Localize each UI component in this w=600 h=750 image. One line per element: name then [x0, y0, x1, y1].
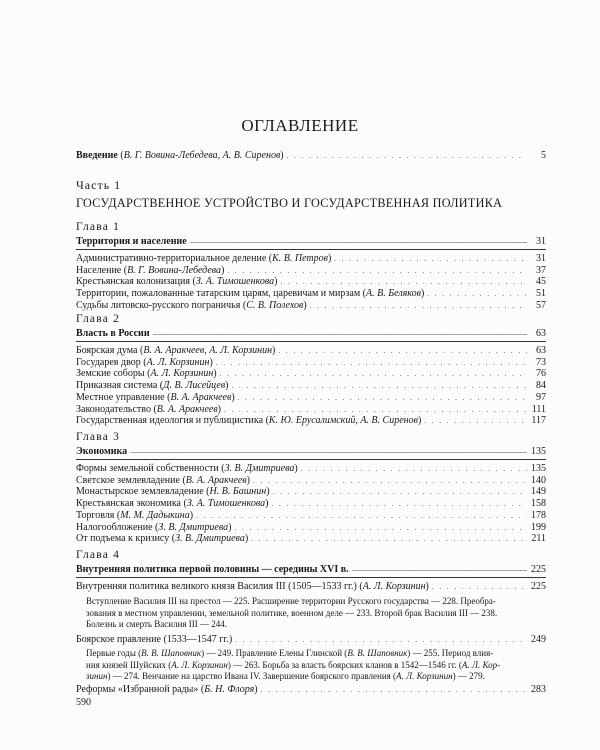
- entry-title: Введение: [76, 150, 118, 161]
- entry-title: Реформы «Избранной рады»: [76, 684, 199, 695]
- part-label: Часть 1: [76, 178, 122, 192]
- entry-page: 97: [536, 391, 546, 403]
- toc-entry[interactable]: Законодательство (В. А. Аракчеев) . . . 111: [76, 404, 546, 416]
- toc-entry[interactable]: Приказная система (Д. В. Лисейцев) . . . 84: [76, 380, 546, 392]
- entry-title: Торговля: [76, 509, 115, 521]
- toc-entry[interactable]: Административно-территориальное деление (К. В. Петров) . . . 31: [76, 253, 546, 265]
- entry-page: 51: [536, 288, 546, 300]
- toc-entry[interactable]: Налогообложение (З. В. Дмитриева) . . . 199: [76, 522, 546, 534]
- entry-title: Светское землевладение: [76, 474, 180, 486]
- entry-authors: А. Л. Корзинин: [150, 368, 214, 380]
- entry-page: 37: [536, 264, 546, 276]
- entry-title: Судьбы литовско-русского пограничья: [76, 299, 241, 311]
- entry-authors: С. В. Полехов: [246, 299, 304, 311]
- divider: [76, 577, 546, 578]
- entry-title: Формы земельной собственности: [76, 463, 219, 474]
- toc-entry[interactable]: Формы земельной собственности (З. В. Дмитриева) . . . 135: [76, 463, 546, 475]
- toc-entry[interactable]: Население (В. Г. Вовина-Лебедева) . . . 37: [76, 265, 546, 277]
- entry-page: 249: [531, 634, 546, 645]
- toc-entry[interactable]: Внутренняя политика великого князя Василия III (1505—1533 гг.) (А. Л. Корзинин) . . . 225: [76, 581, 546, 593]
- entry-title: Боярская дума: [76, 345, 138, 356]
- entry-title: Государственная идеология и публицистика: [76, 415, 264, 427]
- entry-page: 63: [536, 345, 546, 356]
- entry-authors: А. Л. Корзинин: [362, 581, 426, 592]
- page-title: ОГЛАВЛЕНИЕ: [241, 116, 359, 135]
- entry-authors: З. В. Дмитриева: [224, 463, 295, 474]
- entry-page: 178: [531, 509, 546, 521]
- chapter-label: Глава 1: [76, 221, 121, 233]
- entry-page: 111: [531, 403, 546, 415]
- entry-title: Население: [76, 264, 122, 276]
- entry-authors: В. А. Аракчеев, А. Л. Корзинин: [143, 345, 273, 356]
- entry-authors: З. В. Дмитриева: [158, 521, 229, 533]
- entry-title: Внутренняя политика великого князя Василия III (1505—1533 гг.): [76, 581, 357, 592]
- entry-title: Законодательство: [76, 403, 151, 415]
- toc-entry[interactable]: Судьбы литовско-русского пограничья (С. В. Полехов) . . . 57: [76, 300, 546, 312]
- divider: [76, 341, 546, 342]
- entry-title: Земские соборы: [76, 368, 145, 380]
- toc-entry[interactable]: Реформы «Избранной рады» (Б. Н. Флоря) . . . 283: [76, 684, 546, 696]
- entry-authors: З. А. Тимошенкова: [195, 276, 275, 288]
- chapter-label: Глава 4: [76, 549, 121, 561]
- entry-title: Государев двор: [76, 356, 141, 368]
- entry-page: 31: [536, 253, 546, 264]
- toc-entry[interactable]: Местное управление (В. А. Аракчеев) . . . 97: [76, 392, 546, 404]
- toc-entry[interactable]: От подъема к кризису (З. В. Дмитриева) . . . 211: [76, 533, 546, 545]
- entry-authors: Н. В. Башнин: [209, 486, 267, 498]
- toc-entry[interactable]: Государев двор (А. Л. Корзинин) . . . 73: [76, 357, 546, 369]
- entry-title: Монастырское землевладение: [76, 486, 204, 498]
- entry-title: Приказная система: [76, 380, 158, 392]
- page-number: 590: [76, 697, 91, 708]
- entry-page: 117: [531, 415, 546, 427]
- entry-title: Налогообложение: [76, 521, 153, 533]
- toc-entry[interactable]: Крестьянская колонизация (З. А. Тимошенкова) . . . 45: [76, 276, 546, 288]
- entry-page: 84: [536, 380, 546, 392]
- entry-authors: А. Л. Корзинин: [146, 356, 210, 368]
- toc-entry[interactable]: Крестьянская экономика (З. А. Тимошенкова) . . . 158: [76, 498, 546, 510]
- chapter-heading[interactable]: Внутренняя политика первой половины — середины XVI в. ————— 225: [76, 564, 546, 576]
- entry-title: Местное управление: [76, 391, 165, 403]
- entry-title: Крестьянская экономика: [76, 498, 181, 510]
- divider: [76, 249, 546, 250]
- toc-entry[interactable]: Светское землевладение (В. А. Аракчеев) . . . 140: [76, 475, 546, 487]
- chapter-heading[interactable]: Территория и население ————— 31: [76, 236, 546, 248]
- entry-subtopics: Первые годы (В. В. Шаповник) — 249. Правление Елены Глинской (В. В. Шаповник) — 255. Период влия- ния князей Шуйских (А. Л. Корзинин) — 263. Борьба за власть боярских кланов в 1542—1546 гг. (А. Л. Кор- зинин) — 274. Венчание на царство Ивана IV. Завершение боярского правления (А. Л. Корзинин) — 279.: [86, 648, 501, 681]
- toc-entry[interactable]: [76, 634, 546, 646]
- entry-page: 283: [531, 684, 546, 695]
- entry-page: 149: [531, 486, 546, 498]
- entry-title: Крестьянская колонизация: [76, 276, 190, 288]
- entry-subtopics: Вступление Василия III на престол — 225. Расширение территории Русского государства — 228. Преобра- зования в местном управлении, земельной политике, военном деле — 233. Второй брак Василия III — 238. Болезнь и смерть Василия III — 244.: [86, 596, 498, 629]
- entry-page: 211: [531, 533, 546, 545]
- entry-title: От подъема к кризису: [76, 533, 170, 545]
- entry-authors: Д. В. Лисейцев: [163, 380, 226, 392]
- entry-authors: В. Г. Вовина-Лебедева, А. В. Сиренов: [123, 150, 281, 161]
- entry-page: 57: [536, 299, 546, 311]
- entry-title: Боярское правление (1533—1547 гг.): [76, 634, 233, 645]
- entry-page: 5: [541, 150, 546, 161]
- entry-title: Территории, пожалованные татарским царям, царевичам и мирзам: [76, 288, 361, 300]
- entry-authors: К. В. Петров: [272, 253, 328, 264]
- chapter-heading[interactable]: Экономика ————— 135: [76, 446, 546, 458]
- entry-page: 76: [536, 368, 546, 380]
- entry-authors: В. А. Аракчеев: [170, 391, 232, 403]
- toc-entry[interactable]: Боярская дума (В. А. Аракчеев, А. Л. Корзинин) . . . 63: [76, 345, 546, 357]
- toc-entry-intro[interactable]: Введение (В. Г. Вовина-Лебедева, А. В. Сиренов) . . . 5: [76, 150, 546, 162]
- entry-authors: Б. Н. Флоря: [204, 684, 255, 695]
- entry-page: 135: [531, 463, 546, 474]
- entry-page: 73: [536, 356, 546, 368]
- entry-authors: А. В. Беляков: [365, 288, 421, 300]
- entry-page: 199: [531, 521, 546, 533]
- entry-authors: В. Г. Вовина-Лебедева: [127, 264, 222, 276]
- divider: [76, 459, 546, 460]
- chapter-label: Глава 2: [76, 313, 121, 325]
- part-title: ГОСУДАРСТВЕННОЕ УСТРОЙСТВО И ГОСУДАРСТВЕННАЯ ПОЛИТИКА: [76, 196, 503, 210]
- entry-authors: В. А. Аракчеев: [156, 403, 218, 415]
- entry-page: 45: [536, 276, 546, 288]
- entry-authors: З. А. Тимошенкова: [186, 498, 266, 510]
- entry-authors: З. В. Дмитриева: [175, 533, 245, 545]
- chapter-label: Глава 3: [76, 431, 121, 443]
- chapter-heading[interactable]: Власть в России ————— 63: [76, 328, 546, 340]
- toc-entry[interactable]: Торговля (М. М. Дадыкина) . . . 178: [76, 510, 546, 522]
- entry-page: 225: [531, 581, 546, 592]
- toc-entry[interactable]: Земские соборы (А. Л. Корзинин) . . . 76: [76, 368, 546, 380]
- entry-page: 140: [531, 474, 546, 486]
- entry-authors: К. Ю. Ерусалимский, А. В. Сиренов: [268, 415, 418, 427]
- entry-page: 158: [531, 498, 546, 510]
- toc-entry[interactable]: Территории, пожалованные татарским царям, царевичам и мирзам (А. В. Беляков) . . . 51: [76, 288, 546, 300]
- entry-authors: В. А. Аракчеев: [185, 474, 247, 486]
- toc-entry[interactable]: Государственная идеология и публицистика (К. Ю. Ерусалимский, А. В. Сиренов) . . . 117: [76, 415, 546, 427]
- entry-authors: М. М. Дадыкина: [120, 509, 190, 521]
- toc-entry[interactable]: Монастырское землевладение (Н. В. Башнин) . . . 149: [76, 486, 546, 498]
- entry-title: Административно-территориальное деление: [76, 253, 267, 264]
